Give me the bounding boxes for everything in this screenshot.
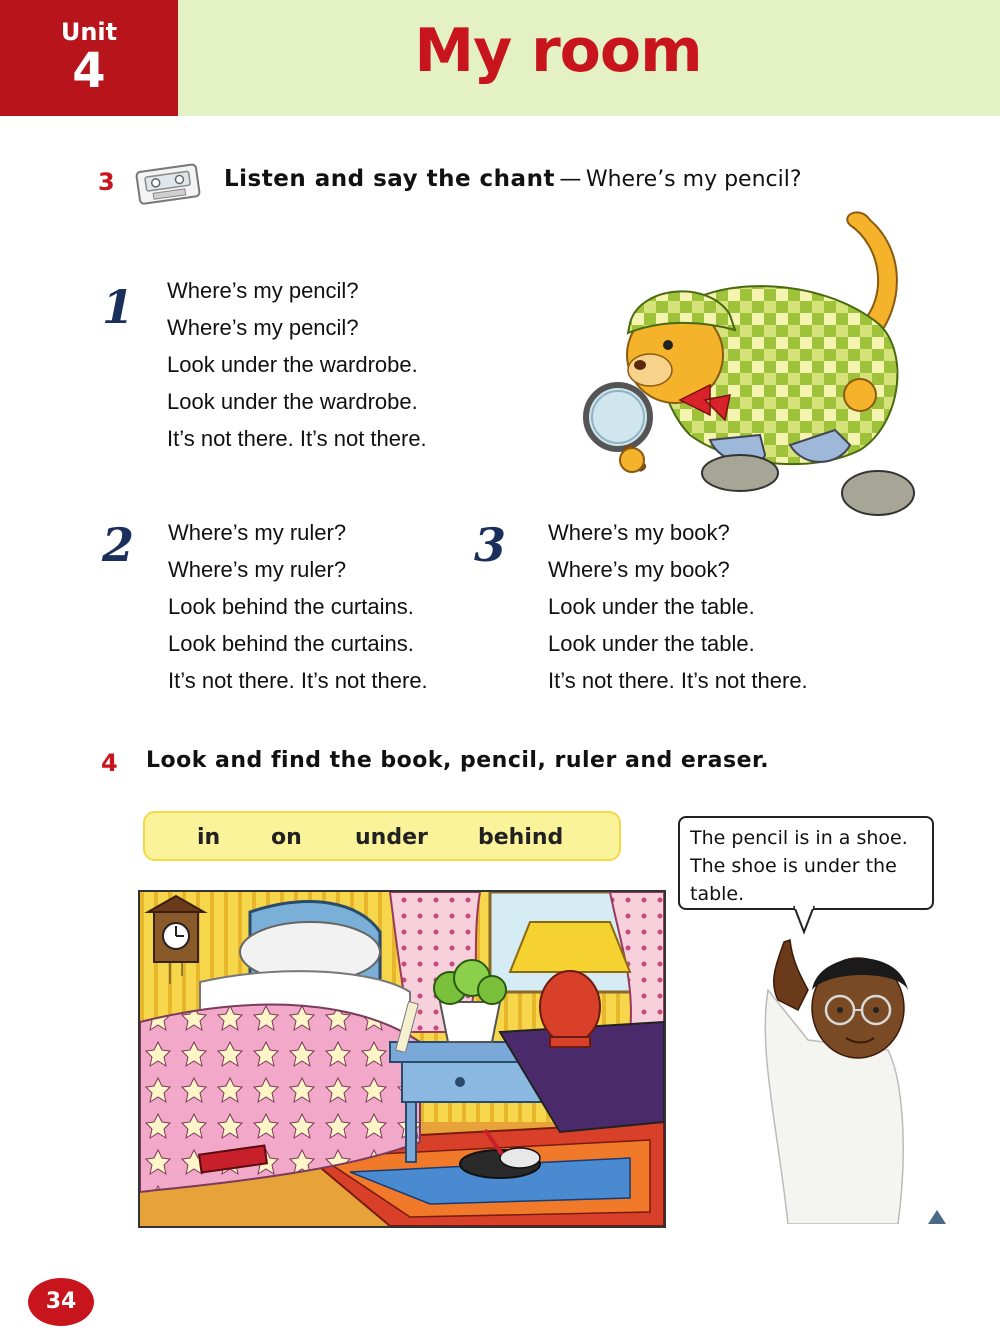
verse-line: Where’s my pencil? <box>167 315 359 340</box>
word-under: under <box>355 825 428 850</box>
verse-line: It’s not there. It’s not there. <box>548 668 808 693</box>
section-4-number: 4 <box>101 749 118 777</box>
word-on: on <box>271 825 302 850</box>
verse-3-number: 3 <box>474 518 507 572</box>
section-4-title: Look and find the book, pencil, ruler and eraser. <box>146 748 770 773</box>
word-in: in <box>197 825 221 850</box>
verse-3 <box>548 514 808 699</box>
verse-line: Look behind the curtains. <box>168 594 414 619</box>
section-3-title: Listen and say the chant <box>224 166 555 192</box>
verse-line: Where’s my ruler? <box>168 520 347 545</box>
verse-line: Look under the wardrobe. <box>167 389 418 414</box>
verse-2-number: 2 <box>102 518 135 572</box>
corner-triangle-icon <box>928 1210 946 1224</box>
verse-line: Look under the table. <box>548 594 755 619</box>
verse-line: Where’s my ruler? <box>168 557 347 582</box>
speech-line: The shoe is under the <box>690 855 897 877</box>
verse-line: Where’s my pencil? <box>167 278 359 303</box>
cassette-tape-icon <box>132 160 206 208</box>
unit-label: Unit <box>60 18 118 46</box>
verse-line: Look under the table. <box>548 631 755 656</box>
page-number: 34 <box>28 1278 94 1326</box>
speech-line: The pencil is in a shoe. <box>690 827 908 849</box>
boy-photo <box>748 930 918 1224</box>
verse-line: It’s not there. It’s not there. <box>168 668 428 693</box>
unit-number: 4 <box>72 43 106 99</box>
bedroom-illustration <box>138 890 666 1228</box>
word-behind: behind <box>478 825 564 850</box>
verse-line: Look behind the curtains. <box>168 631 414 656</box>
unit-badge <box>0 0 178 116</box>
section-3-dash: — <box>559 167 582 192</box>
verse-2 <box>168 514 428 699</box>
section-3-subtitle: Where’s my pencil? <box>585 167 802 192</box>
verse-line: It’s not there. It’s not there. <box>167 426 427 451</box>
verse-line: Where’s my book? <box>548 520 730 545</box>
verse-line: Look under the wardrobe. <box>167 352 418 377</box>
verse-1-number: 1 <box>102 280 135 334</box>
verse-line: Where’s my book? <box>548 557 730 582</box>
verse-1 <box>167 272 427 457</box>
section-3-number: 3 <box>98 168 115 196</box>
word-bank <box>143 811 621 861</box>
page-title: My room <box>414 16 702 86</box>
speech-line: table. <box>690 883 745 905</box>
detective-lion-illustration <box>560 205 920 530</box>
speech-bubble <box>678 816 934 910</box>
